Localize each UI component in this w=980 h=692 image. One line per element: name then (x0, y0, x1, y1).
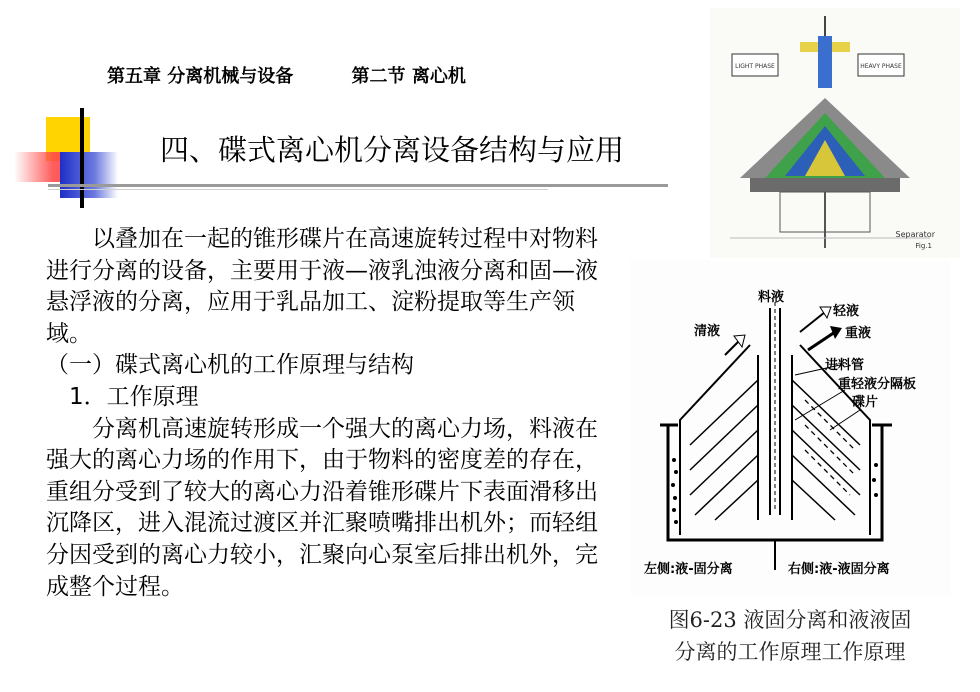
chapter-header (107, 62, 518, 88)
figure-caption (640, 604, 940, 668)
separator-label: Separator (895, 230, 935, 239)
box-left-label: LIGHT PHASE (735, 63, 775, 70)
right-side-label: 右侧:液-液固分离 (788, 562, 890, 577)
separator-plate-label: 重轻液分隔板 (838, 377, 917, 392)
intro-paragraph: 以叠加在一起的锥形碟片在高速旋转过程中对物料进行分离的设备，主要用于液—液乳浊液分离和固—液悬浮液的分离，应用于乳品加工、淀粉提取等生产领域。 (46, 226, 598, 347)
fig-label: Fig.1 (915, 242, 932, 250)
principle-paragraph: 分离机高速旋转形成一个强大的离心力场，料液在强大的离心力场的作用下，由于物料的密度差的存在，重组分受到了较大的离心力沿着锥形碟片下表面滑移出沉降区，进入混流过渡区并汇聚喷嘴排出机外；而轻组分因受到的离心力较小，汇聚向心泵室后排出机外，完成整个过程。 (46, 415, 598, 600)
slide-title: 四、碟式离心机分离设备结构与应用 (160, 133, 625, 167)
disc-separator-diagram (630, 260, 950, 595)
decor-vertical-line (80, 108, 84, 208)
disc-label: 碟片 (852, 395, 879, 410)
subsection-heading: （一）碟式离心机的工作原理与结构 (46, 352, 414, 379)
light-liquid-label: 轻液 (833, 304, 860, 319)
title-underline (48, 184, 668, 187)
section-label: 第二节 离心机 (351, 66, 466, 87)
clear-liquid-label: 清液 (694, 324, 721, 339)
caption-line-2: 分离的工作原理工作原理 (674, 640, 906, 664)
subsubsection-heading: 1．工作原理 (69, 383, 199, 410)
chapter-label: 第五章 分离机械与设备 (107, 66, 294, 87)
separator-photo (710, 8, 960, 258)
feed-label: 料液 (758, 290, 785, 305)
feed-pipe-label: 进料管 (825, 358, 865, 373)
body-text (46, 224, 606, 603)
caption-line-1: 图6-23 液固分离和液液固 (668, 608, 912, 632)
title-underline-thin (48, 189, 548, 190)
heavy-liquid-label: 重液 (845, 326, 872, 341)
left-side-label: 左侧:液-固分离 (644, 562, 733, 577)
box-right-label: HEAVY PHASE (860, 63, 902, 70)
decor-blue-square (60, 152, 118, 198)
